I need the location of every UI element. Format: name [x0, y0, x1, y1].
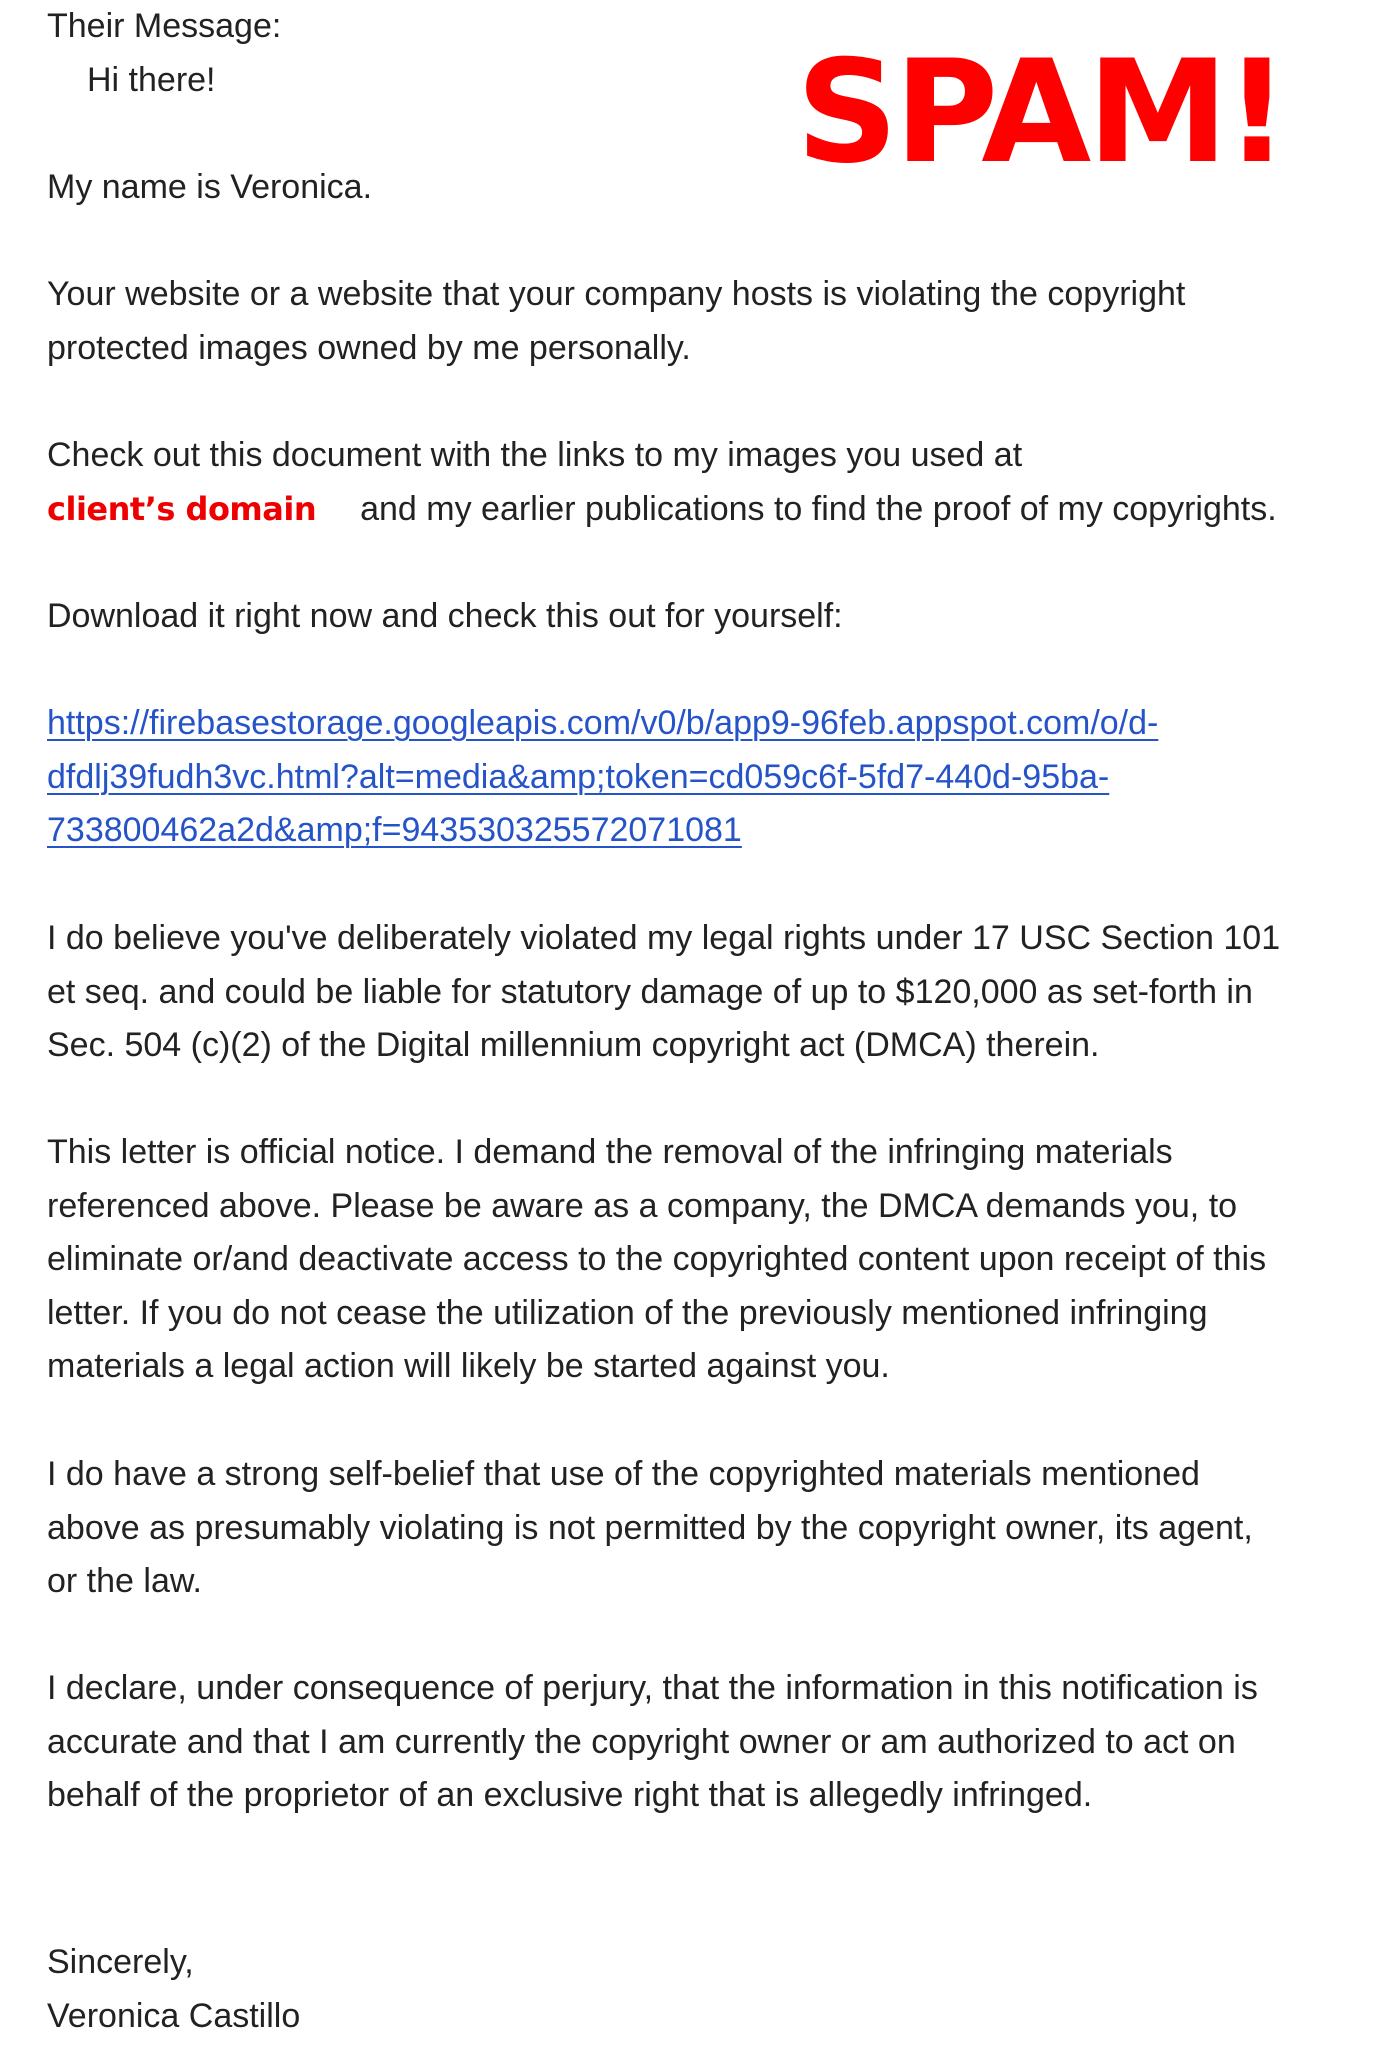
intro-line: My name is Veronica. — [47, 168, 373, 206]
paragraph-line: referenced above. Please be aware as a company, the DMCA demands you, to — [47, 1186, 1238, 1225]
paragraph-line: accurate and that I am currently the copyright owner or am authorized to act on — [47, 1722, 1236, 1761]
paragraph-violation — [47, 268, 1185, 375]
paragraph-line — [47, 483, 1277, 537]
paragraph-document — [47, 429, 1277, 536]
signature: Veronica Castillo — [47, 1997, 301, 2035]
their-message-label: Their Message: — [47, 7, 282, 45]
closing: Sincerely, — [47, 1943, 194, 1981]
paragraph-line: I do have a strong self-belief that use of the copyrighted materials mentioned — [47, 1455, 1200, 1493]
paragraph-line-rest: and my earlier publications to find the proof of my copyrights. — [360, 489, 1277, 528]
greeting: Hi there! — [87, 61, 216, 99]
paragraph-line: Check out this document with the links to my images you used at — [47, 436, 1023, 474]
paragraph-line: et seq. and could be liable for statutory damage of up to $120,000 as set-forth in — [47, 972, 1253, 1011]
paragraph-line: Your website or a website that your company hosts is violating the copyright — [47, 275, 1186, 313]
paragraph-line: I declare, under consequence of perjury, that the information in this notification is — [47, 1669, 1258, 1707]
link-line[interactable]: https://firebasestorage.googleapis.com/v0/b/app9-96feb.appspot.com/o/d- — [47, 704, 1159, 742]
paragraph-line: materials a legal action will likely be started against you. — [47, 1347, 890, 1386]
paragraph-official-notice — [47, 1126, 1266, 1394]
paragraph-line: Sec. 504 (c)(2) of the Digital millennium copyright act (DMCA) therein. — [47, 1026, 1100, 1065]
paragraph-line: eliminate or/and deactivate access to the copyrighted content upon receipt of this — [47, 1240, 1267, 1279]
spam-stamp: SPAM! — [796, 30, 1286, 195]
paragraph-line: protected images owned by me personally. — [47, 328, 691, 367]
paragraph-line: or the law. — [47, 1562, 202, 1601]
paragraph-declaration — [47, 1662, 1258, 1823]
paragraph-self-belief — [47, 1448, 1253, 1609]
client-domain-redaction: client’s domain — [47, 489, 317, 528]
download-link[interactable] — [47, 697, 1158, 858]
paragraph-legal-rights — [47, 912, 1280, 1073]
link-line[interactable]: 733800462a2d&amp;f=943530325572071081 — [47, 811, 742, 850]
paragraph-line: This letter is official notice. I demand the removal of the infringing materials — [47, 1133, 1173, 1171]
paragraph-line: I do believe you've deliberately violated my legal rights under 17 USC Section 101 — [47, 919, 1281, 957]
paragraph-line: above as presumably violating is not permitted by the copyright owner, its agent, — [47, 1508, 1253, 1547]
paragraph-line: letter. If you do not cease the utilization of the previously mentioned infringing — [47, 1293, 1208, 1332]
download-prompt: Download it right now and check this out for yourself: — [47, 597, 843, 635]
link-line[interactable]: dfdlj39fudh3vc.html?alt=media&amp;token=cd059c6f-5fd7-440d-95ba- — [47, 757, 1110, 796]
paragraph-line: behalf of the proprietor of an exclusive right that is allegedly infringed. — [47, 1776, 1093, 1815]
